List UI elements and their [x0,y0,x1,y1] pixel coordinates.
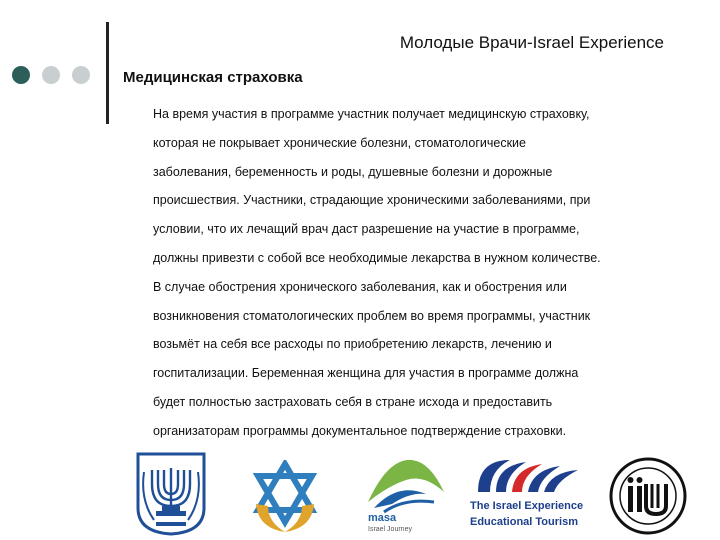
body-line: организаторам программы документальное подтверждение страховки. [153,423,567,438]
body-line: На время участия в программе участник получает медицинскую страховку, [153,107,590,121]
star-of-david-hands-logo [248,460,322,536]
israel-emblem-logo [132,450,210,536]
body-line: возьмёт на себя все расходы по приобретению лекарств, лечению и [153,337,552,352]
section-heading: Медицинская страховка [123,69,303,86]
slide-title: Молодые Врачи-Israel Experience [399,33,664,52]
ie-title: The Israel Experience [470,500,584,512]
body-line: госпитализации. Беременная женщина для участия в программе должна [153,366,579,381]
logo-row [120,444,700,538]
body-line: должны привезти с собой все необходимые лекарства в нужном количестве. [153,250,601,265]
bullet-dot [72,66,90,84]
body-line: возникновения стоматологических проблем во время программы, участник [153,308,591,323]
body-line: будет полностью застраховать себя в стране исхода и предоставить [153,394,553,409]
body-line: условии, что их лечащий врач даст разрешение на участие в программе, [153,222,580,237]
bullet-dot-active [12,66,30,84]
masa-subtitle: Israel Journey [368,526,412,533]
body-line: В случае обострения хронического заболевания, как и обострения или [153,279,567,294]
round-seal-logo [608,456,688,536]
body-line: которая не покрывает хронические болезни, стоматологические [153,135,526,150]
body-text [153,104,693,450]
ie-subtitle: Educational Tourism [470,516,578,528]
divider-line [106,22,109,124]
masa-name: masa [368,512,397,524]
masa-logo [364,452,450,538]
israel-experience-logo [466,452,598,538]
body-line: происшествия. Участники, страдающие хроническими заболеваниями, при [153,193,591,208]
body-line: заболевания, беременность и роды, душевные болезни и дорожные [153,164,553,179]
bullet-dot [42,66,60,84]
